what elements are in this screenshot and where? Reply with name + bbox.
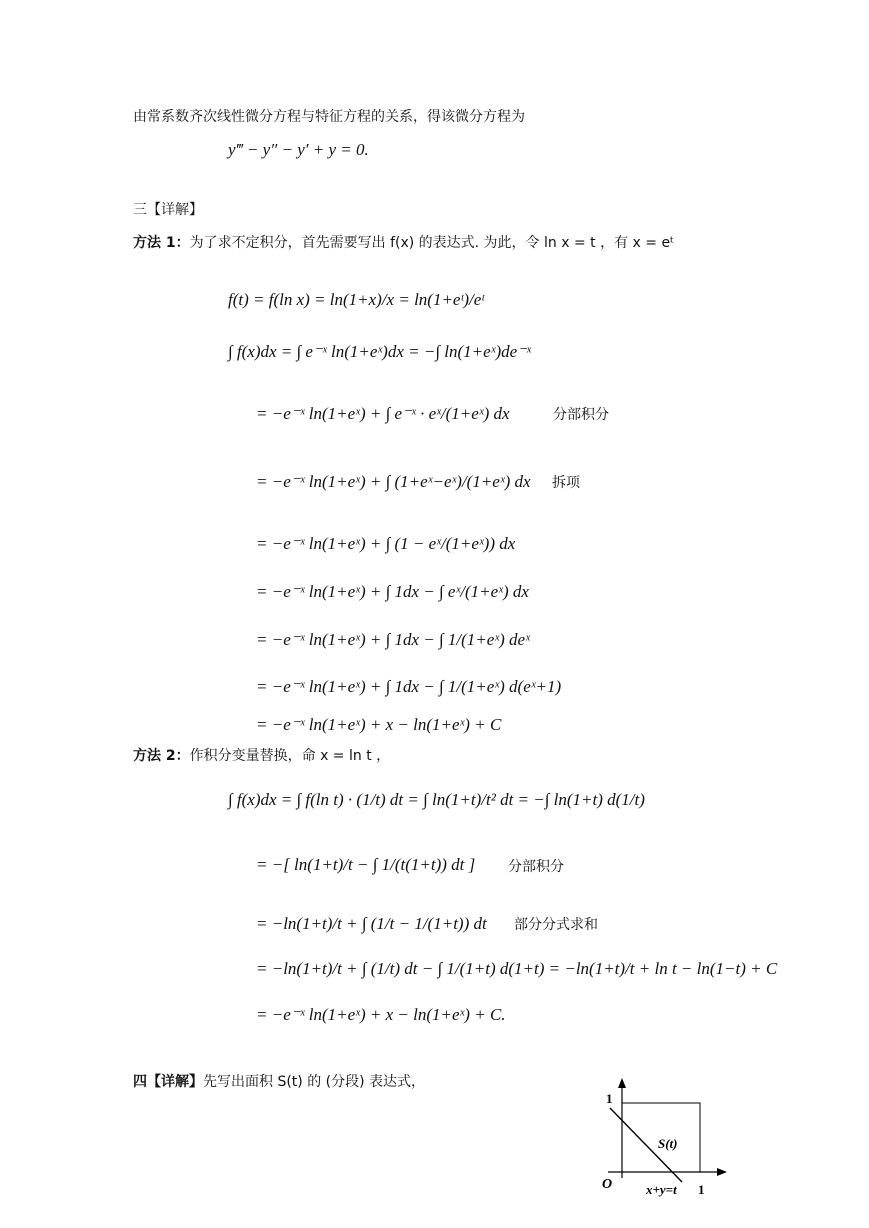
eq-step6: = −e⁻ˣ ln(1+eˣ) + ∫ 1dx − ∫ 1/(1+eˣ) d(eˣ+1) — [256, 677, 562, 696]
eq-step2: = −e⁻ˣ ln(1+eˣ) + ∫ (1+eˣ−eˣ)/(1+eˣ) dx — [256, 472, 531, 491]
method2-label: 方法 2： — [133, 748, 190, 764]
eq-m2-result: = −e⁻ˣ ln(1+eˣ) + x − ln(1+eˣ) + C. — [256, 1005, 506, 1024]
note-split-terms: 拆项 — [552, 475, 580, 491]
note-partial-fractions: 部分分式求和 — [514, 917, 598, 933]
note-integration-by-parts-2: 分部积分 — [508, 859, 564, 875]
eq-step4: = −e⁻ˣ ln(1+eˣ) + ∫ 1dx − ∫ eˣ/(1+eˣ) dx — [256, 582, 529, 601]
section4-line — [133, 1071, 425, 1091]
region-figure — [590, 1070, 740, 1200]
method1-line — [133, 232, 674, 252]
y-axis-arrow — [618, 1078, 626, 1088]
eq-m2-step1: = −[ ln(1+t)/t − ∫ 1/(t(1+t)) dt ] — [256, 855, 476, 874]
intro-equation: y‴ − y″ − y′ + y = 0. — [228, 140, 369, 159]
section4-text: 先写出面积 S(t) 的 (分段) 表达式， — [203, 1074, 426, 1090]
label-one-y: 1 — [606, 1091, 613, 1106]
method1-text: 为了求不定积分，首先需要写出 f(x) 的表达式. 为此，令 ln x = t ，有 x = eᵗ — [189, 235, 675, 251]
section4-heading: 四【详解】 — [133, 1074, 203, 1090]
eq-m2-step3: = −ln(1+t)/t + ∫ (1/t) dt − ∫ 1/(1+t) d(1+t) = −ln(1+t)/t + ln t − ln(1−t) + C — [256, 959, 778, 978]
label-origin: O — [602, 1177, 613, 1192]
eq-step5: = −e⁻ˣ ln(1+eˣ) + ∫ 1dx − ∫ 1/(1+eˣ) deˣ — [256, 630, 530, 649]
eq-step1: = −e⁻ˣ ln(1+eˣ) + ∫ e⁻ˣ · eˣ/(1+eˣ) dx — [256, 404, 510, 423]
label-line: x+y=t — [646, 1182, 677, 1197]
label-s-t: S(t) — [658, 1136, 678, 1151]
note-integration-by-parts: 分部积分 — [553, 407, 609, 423]
eq-result1: = −e⁻ˣ ln(1+eˣ) + x − ln(1+eˣ) + C — [256, 715, 502, 734]
x-axis-arrow — [717, 1168, 727, 1176]
method2-text: 作积分变量替换，命 x = ln t ， — [189, 748, 391, 764]
eq-ft: f(t) = f(ln x) = ln(1+x)/x = ln(1+eᵗ)/eᵗ — [228, 290, 485, 309]
eq-m2-step2: = −ln(1+t)/t + ∫ (1/t − 1/(1+t)) dt — [256, 914, 487, 933]
section3-heading: 三【详解】 — [133, 202, 203, 218]
eq-step3: = −e⁻ˣ ln(1+eˣ) + ∫ (1 − eˣ/(1+eˣ)) dx — [256, 534, 516, 553]
eq-m2-int: ∫ f(x)dx = ∫ f(ln t) · (1/t) dt = ∫ ln(1+t)/t² dt = −∫ ln(1+t) d(1/t) — [228, 790, 645, 809]
method1-label: 方法 1： — [133, 235, 190, 251]
intro-text: 由常系数齐次线性微分方程与特征方程的关系，得该微分方程为 — [133, 109, 525, 125]
eq-int1: ∫ f(x)dx = ∫ e⁻ˣ ln(1+eˣ)dx = −∫ ln(1+eˣ)de⁻ˣ — [228, 342, 531, 361]
method2-line — [133, 745, 390, 765]
label-one-x: 1 — [698, 1182, 705, 1197]
